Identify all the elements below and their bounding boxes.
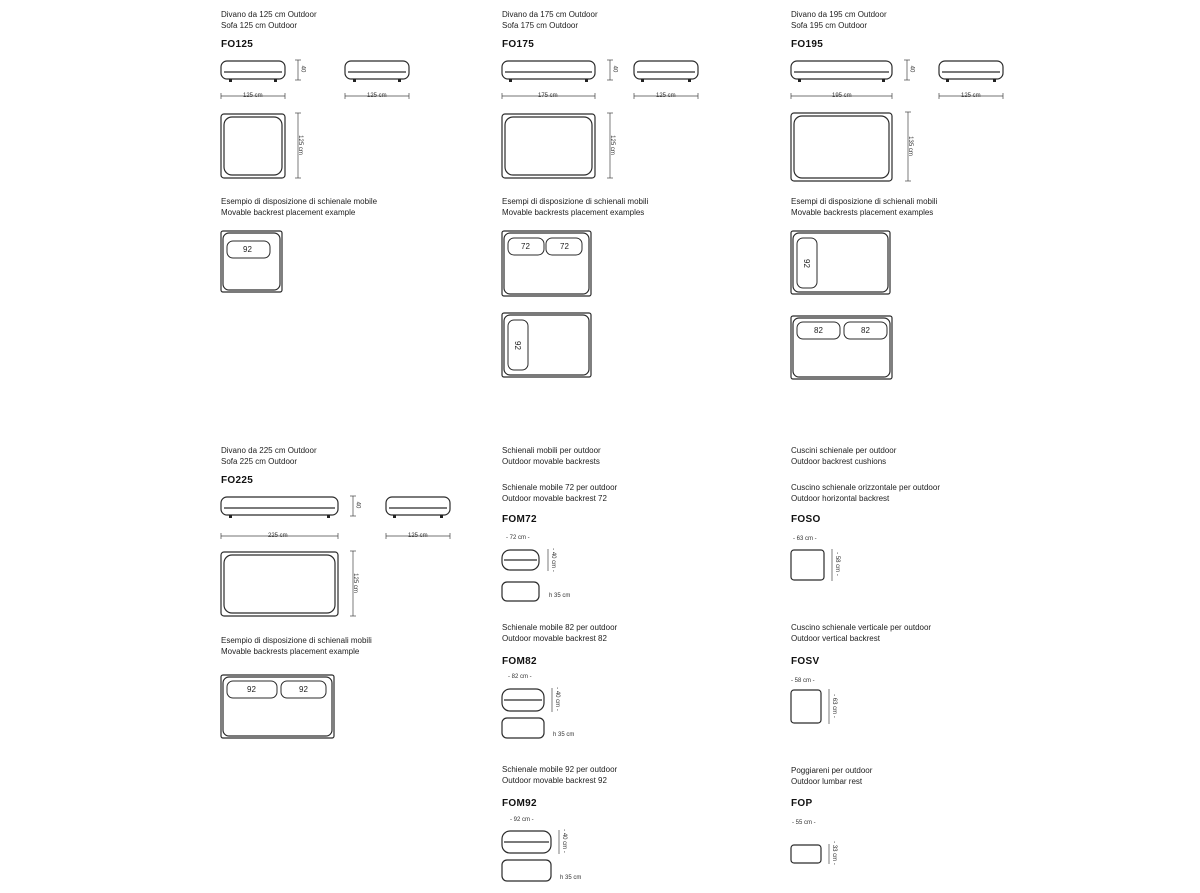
fo195-cushion-3-label: 82 [861,326,870,335]
backrests-title-en: Outdoor movable backrests [502,457,600,466]
fom82-code: FOM82 [502,656,537,667]
fo225-front-elevation [221,496,356,539]
foso-title-it: Cuscino schienale orizzontale per outdoor [791,483,940,492]
fop-width-label: - 55 cm - [792,820,816,826]
fo225-plan [221,551,356,616]
foso-height-label: - 58 cm - [833,552,840,576]
fo225-cushion-2-label: 92 [299,685,308,694]
fo195-code: FO195 [791,39,824,50]
fo195-title-it: Divano da 195 cm Outdoor [791,10,887,19]
fo225-example-en: Movable backrests placement example [221,647,360,656]
fom92-width-label: - 92 cm - [510,817,534,823]
fo195-depth-label: 135 cm [906,136,913,156]
fo175-example-en: Movable backrests placement examples [502,208,645,217]
fom92-h-label: h 35 cm [560,875,582,881]
fo225-title-it: Divano da 225 cm Outdoor [221,446,317,455]
fom72-code: FOM72 [502,514,537,525]
fom92-drawing [502,830,559,881]
fosv-title-en: Outdoor vertical backrest [791,634,880,643]
fosv-drawing [791,689,829,724]
fo175-cushion-1-label: 72 [521,242,530,251]
fo125-plan [221,113,301,178]
fom72-height-label: - 40 cm - [549,548,556,572]
fo195-height-label: 40 [908,65,915,73]
fop-title-en: Outdoor lumbar rest [791,777,863,786]
foso-drawing [791,549,832,581]
fop-drawing [791,844,829,864]
fo225-side-width-label: 125 cm [408,533,428,539]
fom92-title-it: Schienale mobile 92 per outdoor [502,765,618,774]
fo175-example-it: Esempi di disposizione di schienali mobili [502,197,649,206]
fo175-code: FO175 [502,39,535,50]
fo125-example-en: Movable backrest placement example [221,208,356,217]
fom92-title-en: Outdoor movable backrest 92 [502,776,607,785]
fop-code: FOP [791,798,813,809]
fosv-height-label: - 63 cm - [830,694,837,718]
fo175-plan [502,113,613,178]
fom82-title-it: Schienale mobile 82 per outdoor [502,623,618,632]
fom82-height-label: - 40 cm - [553,687,560,711]
fo175-side-width-label: 125 cm [656,93,676,99]
fom82-drawing [502,688,552,738]
fom72-title-en: Outdoor movable backrest 72 [502,494,607,503]
fo175-cushion-2-label: 72 [560,242,569,251]
fo125-title-en: Sofa 125 cm Outdoor [221,21,298,30]
fo125-code: FO125 [221,39,254,50]
fo175-depth-label: 125 cm [608,135,615,155]
fom72-title-it: Schienale mobile 72 per outdoor [502,483,618,492]
fo125-depth-label: 125 cm [296,135,303,155]
foso-width-label: - 63 cm - [793,536,817,542]
fo195-cushion-2-label: 82 [814,326,823,335]
foso-code: FOSO [791,514,821,525]
fo195-title-en: Sofa 195 cm Outdoor [791,21,868,30]
fo175-cushion-3-label: 92 [512,341,522,350]
fo125-cushion-label: 92 [243,245,252,254]
fo195-example-it: Esempi di disposizione di schienali mobili [791,197,938,206]
fo195-example-2 [791,316,892,379]
fo175-title-it: Divano da 175 cm Outdoor [502,10,598,19]
fo195-side-width-label: 125 cm [961,93,981,99]
fom82-h-label: h 35 cm [553,732,575,738]
fop-title-it: Poggiareni per outdoor [791,766,873,775]
fo195-example-en: Movable backrests placement examples [791,208,934,217]
backrests-title-it: Schienali mobili per outdoor [502,446,601,455]
fo125-title-it: Divano da 125 cm Outdoor [221,10,317,19]
fo175-example-1 [502,231,591,296]
fosv-title-it: Cuscino schienale verticale per outdoor [791,623,932,632]
fosv-width-label: - 58 cm - [791,678,815,684]
fo195-width-label: 195 cm [832,93,852,99]
fo125-height-label: 40 [299,65,306,73]
fom92-code: FOM92 [502,798,537,809]
fom72-h-label: h 35 cm [549,593,571,599]
fo225-title-en: Sofa 225 cm Outdoor [221,457,298,466]
fo225-width-label: 225 cm [268,533,288,539]
fo175-height-label: 40 [611,65,618,73]
fo195-plan [791,112,911,181]
fo195-cushion-1-label: 92 [801,259,811,268]
fo175-width-label: 175 cm [538,93,558,99]
fosv-code: FOSV [791,656,820,667]
fo175-title-en: Sofa 175 cm Outdoor [502,21,579,30]
fom82-title-en: Outdoor movable backrest 82 [502,634,607,643]
fom82-width-label: - 82 cm - [508,674,532,680]
fo125-example-it: Esempio di disposizione di schienale mobile [221,197,378,206]
cushions-title-it: Cuscini schienale per outdoor [791,446,897,455]
fo225-depth-label: 125 cm [351,573,358,593]
fo225-height-label: 40 [354,501,361,509]
fom92-height-label: - 40 cm - [560,829,567,853]
fo125-width-label: 125 cm [243,93,263,99]
fom72-drawing [502,549,548,601]
fo125-side-width-label: 125 cm [367,93,387,99]
fo225-cushion-1-label: 92 [247,685,256,694]
fo225-example-it: Esempio di disposizione di schienali mobili [221,636,372,645]
fo225-example [221,675,334,738]
fop-height-label: - 33 cm - [830,841,837,865]
fo125-example [221,231,282,292]
fo225-code: FO225 [221,475,254,486]
cushions-title-en: Outdoor backrest cushions [791,457,887,466]
foso-title-en: Outdoor horizontal backrest [791,494,890,503]
fom72-width-label: - 72 cm - [506,535,530,541]
